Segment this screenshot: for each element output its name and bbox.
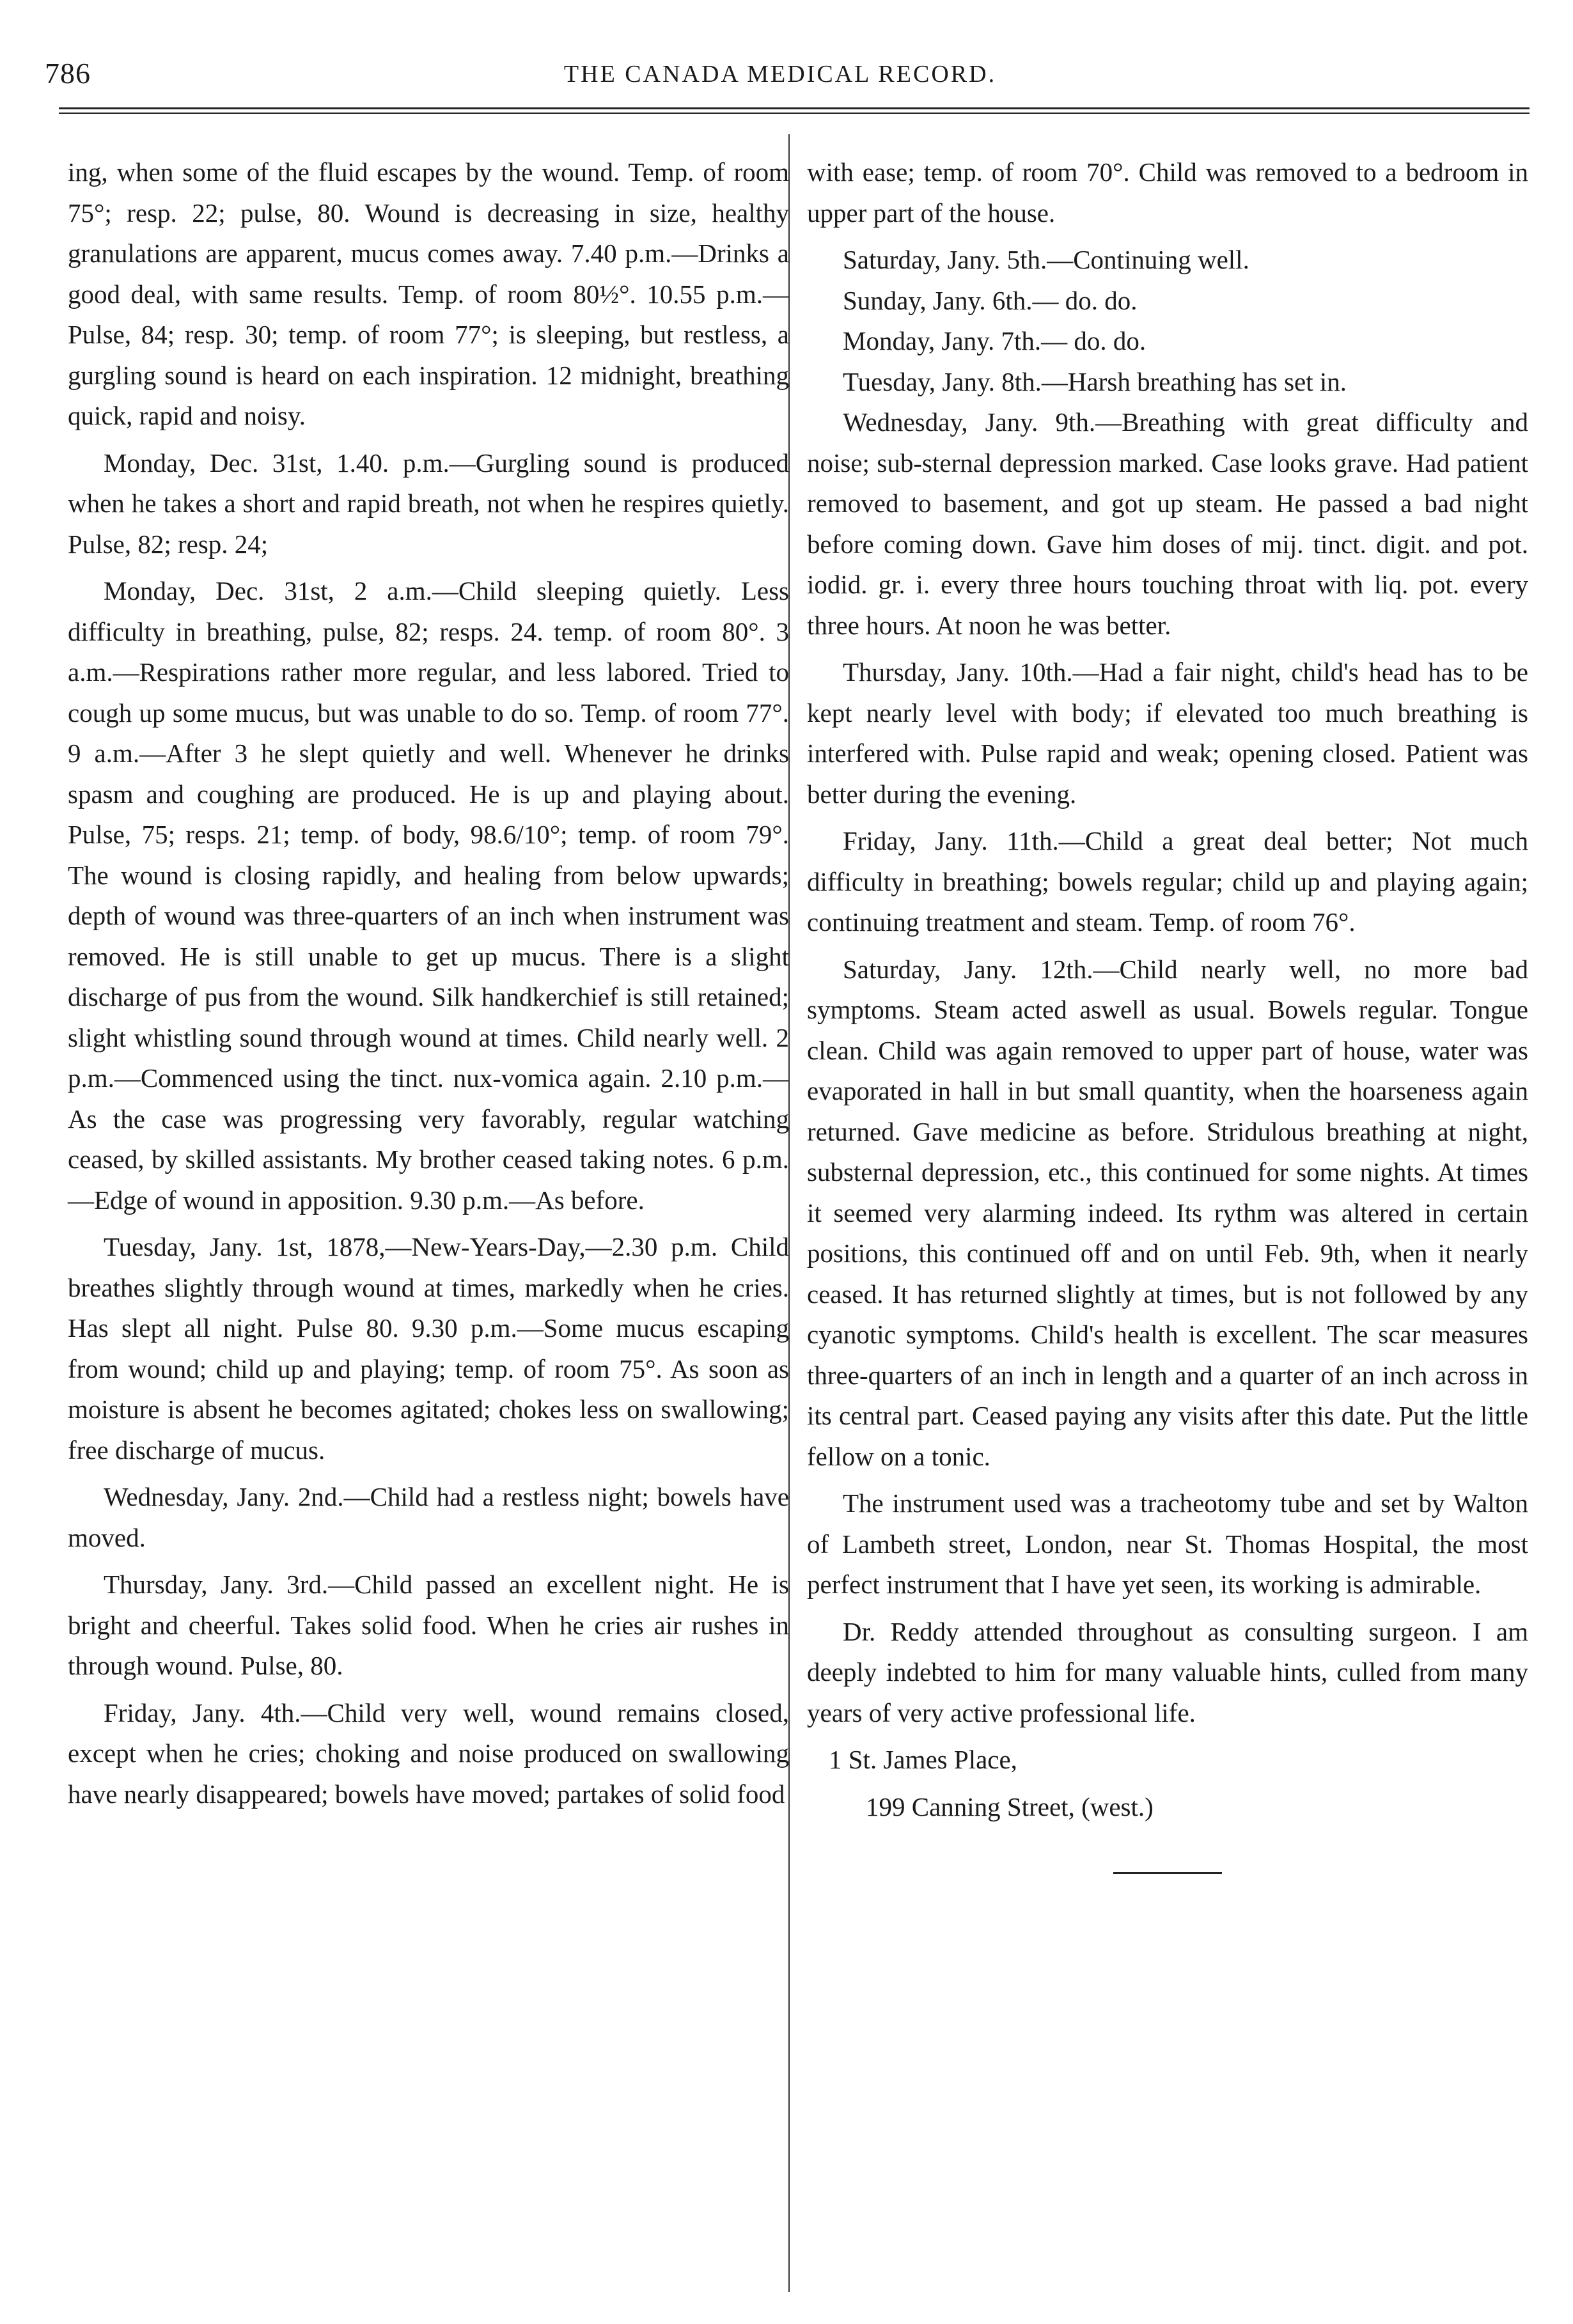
paragraph: Monday, Dec. 31st, 1.40. p.m.—Gurgling sound is produced when he takes a short and rapid breath, not when he respires quietly. Pulse, 82; resp. 24; (68, 448, 789, 559)
paragraph: Tuesday, Jany. 8th.—Harsh breathing has set in. (843, 366, 1347, 396)
page-number: 786 (45, 57, 91, 90)
paragraph: Thursday, Jany. 10th.—Had a fair night, child's head has to be kept nearly level with body; if elevated too much breathing is interfered with. Pulse rapid and weak; opening closed. Patient was better during the evening. (807, 657, 1528, 809)
paragraph: Monday, Dec. 31st, 2 a.m.—Child sleeping quietly. Less difficulty in breathing, pulse, 82; resps. 24. temp. of room 80°. 3 a.m.—Respirations rather more regular, and less labored. Tried to cough up some mucus, but was unable to do so. Temp. of room 77°. 9 a.m.—After 3 he slept quietly and well. Whenever he drinks spasm and coughing are produced. He is up and playing about. Pulse, 75; resps. 21; temp. of body, 98.6/10°; temp. of room 79°. The wound is closing rapidly, and healing from below upwards; depth of wound was three-quarters of an inch when instrument was removed. He is still unable to get up mucus. There is a slight discharge of pus from the wound. Silk handkerchief is still retained; slight whistling sound through wound at times. Child nearly well. 2 p.m.—Commenced using the tinct. nux-vomica again. 2.10 p.m.—As the case was progressing very favorably, regular watching ceased, by skilled assistants. My brother ceased taking notes. 6 p.m.—Edge of wound in apposition. 9.30 p.m.—As before. (68, 576, 789, 1215)
journal-title: THE CANADA MEDICAL RECORD. (563, 61, 997, 88)
paragraph: Dr. Reddy attended throughout as consulting surgeon. I am deeply indebted to him for many valuable hints, culled from many years of very active professional life. (807, 1616, 1528, 1727)
paragraph: Tuesday, Jany. 1st, 1878,—New-Years-Day,—2.30 p.m. Child breathes slightly through wound at times, markedly when he cries. Has slept all night. Pulse 80. 9.30 p.m.—Some mucus escaping from wound; child up and playing; temp. of room 75°. As soon as moisture is absent he becomes agitated; chokes less on swallowing; free discharge of mucus. (68, 1232, 789, 1465)
paragraph: Wednesday, Jany. 9th.—Breathing with great difficulty and noise; sub-sternal depression marked. Case looks grave. Had patient removed to basement, and got up steam. He passed a bad night before coming down. Gave him doses of mij. tinct. digit. and pot. iodid. gr. i. every three hours touching throat with liq. pot. every three hours. At noon he was better. (807, 407, 1528, 640)
paragraph: with ease; temp. of room 70°. Child was removed to a bedroom in upper part of the house. (807, 157, 1528, 228)
right-column (807, 152, 1528, 1874)
paragraph: Thursday, Jany. 3rd.—Child passed an excellent night. He is bright and cheerful. Takes solid food. When he cries air rushes in through wound. Pulse, 80. (68, 1570, 789, 1680)
header-rule-second (59, 113, 1530, 114)
left-column (68, 152, 789, 1821)
paragraph: Wednesday, Jany. 2nd.—Child had a restless night; bowels have moved. (68, 1482, 789, 1552)
paragraph: Saturday, Jany. 12th.—Child nearly well, no more bad symptoms. Steam acted aswell as usual. Bowels regular. Tongue clean. Child was again removed to upper part of house, water was evaporated in hall in but small quantity, when the hoarseness again returned. Gave medicine as before. Stridulous breathing at night, substernal depression, etc., this continued for some nights. At times it seemed very alarming indeed. Its rythm was altered in certain positions, this continued off and on until Feb. 9th, when it nearly ceased. It has returned slightly at times, but is not followed by any cyanotic symptoms. Child's health is excellent. The scar measures three-quarters of an inch in length and a quarter of an inch across in its central part. Ceased paying any visits after this date. Put the little fellow on a tonic. (807, 954, 1528, 1471)
paragraph: Monday, Jany. 7th.— do. do. (843, 326, 1146, 355)
address-line-2: 199 Canning Street, (west.) (866, 1791, 1154, 1821)
paragraph: Friday, Jany. 4th.—Child very well, wound remains closed, except when he cries; choking and noise produced on swallowing have nearly disappeared; bowels have moved; partakes of solid food (68, 1697, 789, 1809)
paragraph: The instrument used was a tracheotomy tube and set by Walton of Lambeth street, London, near St. Thomas Hospital, the most perfect instrument that I have yet seen, its working is admirable. (807, 1488, 1528, 1599)
paragraph: Saturday, Jany. 5th.—Continuing well. (843, 245, 1249, 274)
paragraph: Friday, Jany. 11th.—Child a great deal better; Not much difficulty in breathing; bowels regular; child up and playing again; continuing treatment and steam. Temp. of room 76°. (807, 826, 1528, 937)
page-header (38, 56, 1522, 101)
paragraph: Sunday, Jany. 6th.— do. do. (843, 285, 1138, 315)
address-line-1: 1 St. James Place, (829, 1745, 1017, 1774)
header-rule (59, 107, 1530, 109)
column-divider (788, 134, 790, 2292)
end-rule (1113, 1872, 1222, 1874)
paragraph: ing, when some of the fluid escapes by the wound. Temp. of room 75°; resp. 22; pulse, 80. Wound is decreasing in size, healthy granulations are apparent, mucus comes away. 7.40 p.m.—Drinks a good deal, with same results. Temp. of room 80½°. 10.55 p.m.—Pulse, 84; resp. 30; temp. of room 77°; is sleeping, but restless, a gurgling sound is heard on each inspiration. 12 midnight, breathing quick, rapid and noisy. (68, 157, 789, 430)
